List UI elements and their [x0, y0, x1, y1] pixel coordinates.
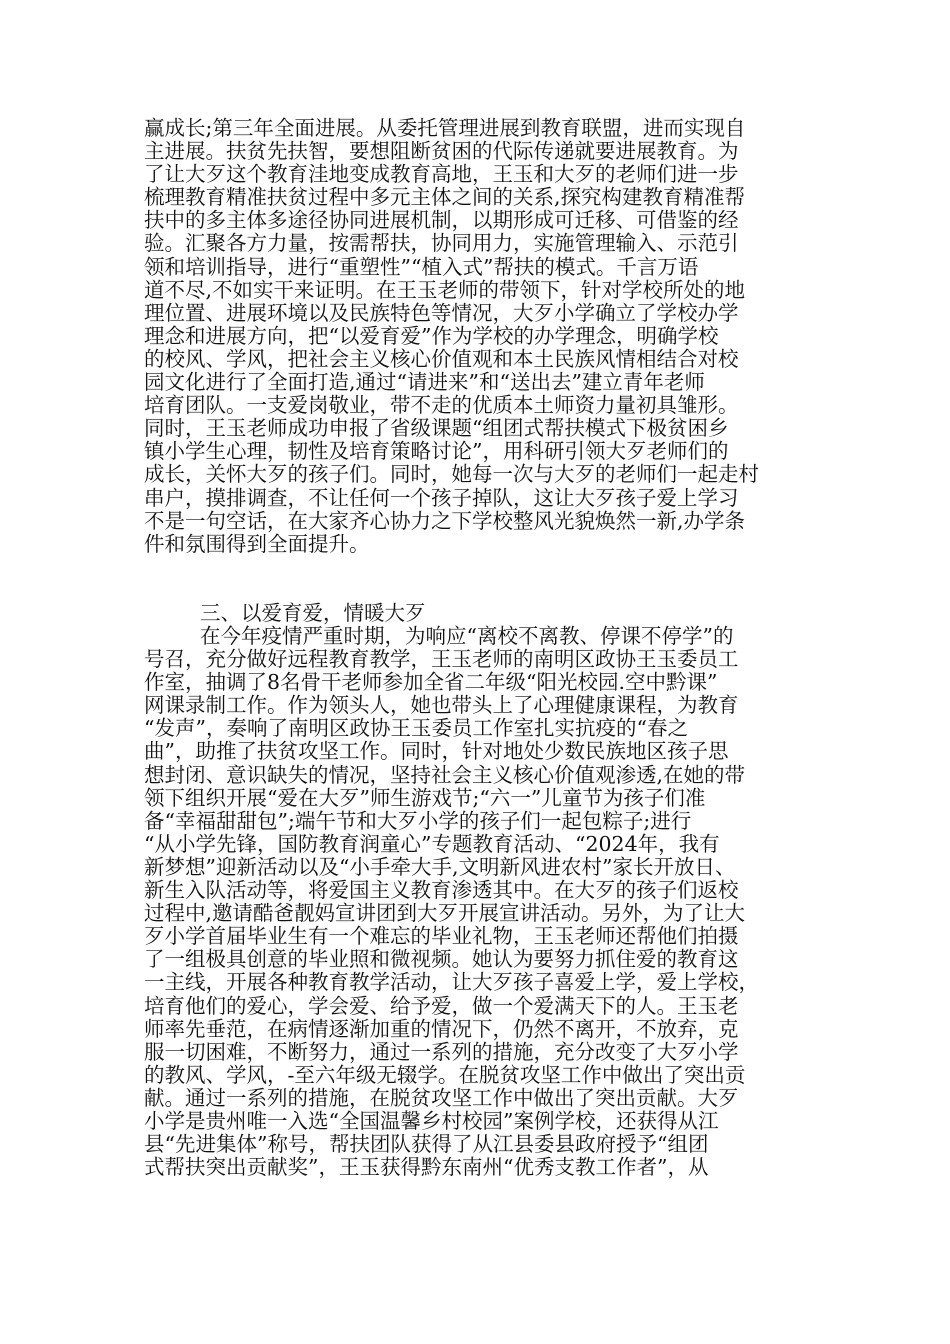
paragraph-line: 县“先进集体”称号，帮扶团队获得了从江县委县政府授予“组团	[144, 1132, 709, 1157]
paragraph-line: “发声”，奏响了南明区政协王玉委员工作室扎实抗疫的“春之	[144, 716, 688, 741]
paragraph-line: 备“幸福甜甜包”;端午节和大歹小学的孩子们一起包粽子;进行	[144, 808, 692, 833]
paragraph-line: 网课录制工作。作为领头人，她也带头上了心理健康课程，为教育	[144, 693, 739, 718]
paragraph-line: 件和氛围得到全面提升。	[144, 531, 370, 556]
paragraph-line: 梳理教育精准扶贫过程中多元主体之间的关系,探究构建教育精准帮	[144, 185, 746, 210]
paragraph-line: 理位置、进展环境以及民族特色等情况，大歹小学确立了学校办学	[144, 300, 739, 325]
paragraph-first-line: 在今年疫情严重时期，为响应“离校不离教、停课不停学”的	[200, 624, 734, 648]
paragraph-line: 镇小学生心理，韧性及培育策略讨论”，用科研引领大歹老师们的	[144, 439, 729, 464]
paragraph-line: 串户，摸排调查，不让任何一个孩子掉队，这让大歹孩子爱上学习	[144, 485, 739, 510]
section-heading-block	[144, 602, 810, 625]
paragraph-line: 歹小学首届毕业生有一个难忘的毕业礼物，王玉老师还帮他们拍摄	[144, 924, 739, 949]
paragraph-line: 了一组极具创意的毕业照和微视频。她认为要努力抓住爱的教育这	[144, 947, 739, 972]
paragraph-line: 作室，抽调了8名骨干老师参加全省二年级“阳光校园.空中黔课”	[144, 670, 718, 695]
paragraph-line: 扶中的多主体多途径协同进展机制，以期形成可迁移、可借鉴的经	[144, 208, 739, 233]
paragraph-line: 新梦想”迎新活动以及“小手牵大手,文明新风进农村”家长开放日、	[144, 854, 736, 879]
paragraph-line: 主进展。扶贫先扶智，要想阻断贫困的代际传递就要进展教育。为	[144, 139, 739, 164]
paragraph-line: 不是一句空话，在大家齐心协力之下学校整风光貌焕然一新,办学条	[144, 508, 746, 533]
paragraph-line: 赢成长;第三年全面进展。从委托管理进展到教育联盟，进而实现自	[144, 116, 746, 140]
paragraph-line: 服一切困难，不断努力，通过一系列的措施，充分改变了大歹小学	[144, 1039, 739, 1064]
paragraph-line: 验。汇聚各方力量，按需帮扶，协同用力，实施管理输入、示范引	[144, 231, 739, 256]
paragraph-line: 道不尽,不如实干来证明。在王玉老师的带领下，针对学校所处的地	[144, 277, 746, 302]
paragraph-line: 同时，王玉老师成功申报了省级课题“组团式帮扶模式下极贫困乡	[144, 416, 729, 441]
paragraph-section-3	[144, 625, 810, 1179]
paragraph-line: 师率先垂范，在病情逐渐加重的情况下，仍然不离开，不放弃，克	[144, 1016, 739, 1041]
paragraph-line: 的教风、学风，-至六年级无辍学。在脱贫攻坚工作中做出了突出贡	[144, 1062, 746, 1087]
paragraph-line: 献。通过一系列的措施，在脱贫攻坚工作中做出了突出贡献。大歹	[144, 1085, 739, 1110]
paragraph-line: 培育他们的爱心，学会爱、给予爱，做一个爱满天下的人。王玉老	[144, 993, 739, 1018]
paragraph-line: 新生入队活动等，将爱国主义教育渗透其中。在大歹的孩子们返校	[144, 878, 739, 903]
paragraph-line: 一主线，开展各种教育教学活动，让大歹孩子喜爱上学，爱上学校，	[144, 970, 759, 995]
paragraph-line: 了让大歹这个教育洼地变成教育高地，王玉和大歹的老师们进一步	[144, 162, 739, 187]
paragraph-line: 理念和进展方向，把“以爱育爱”作为学校的办学理念，明确学校	[144, 323, 719, 348]
paragraph-line: 园文化进行了全面打造,通过“请进来”和“送出去”建立青年老师	[144, 370, 705, 395]
paragraph-line: 想封闭、意识缺失的情况，坚持社会主义核心价值观渗透,在她的带	[144, 762, 746, 787]
paragraph-line: 领下组织开展“爱在大歹”师生游戏节;“六一”儿童节为孩子们准	[144, 785, 706, 810]
paragraph-continued	[144, 117, 810, 556]
paragraph-line: 号召，充分做好远程教育教学，王玉老师的南明区政协王玉委员工	[144, 647, 739, 672]
paragraph-line: 成长，关怀大歹的孩子们。同时，她每一次与大歹的老师们一起走村	[144, 462, 759, 487]
paragraph-line: 小学是贵州唯一入选“全国温馨乡村校园”案例学校，还获得从江	[144, 1108, 719, 1133]
paragraph-line: “从小学先锋，国防教育润童心”专题教育活动、“2024年，我有	[144, 831, 720, 856]
paragraph-line: 曲”，助推了扶贫攻坚工作。同时，针对地处少数民族地区孩子思	[144, 739, 729, 764]
paragraph-line: 式帮扶突出贡献奖”，王玉获得黔东南州“优秀支教工作者”，从	[144, 1155, 709, 1180]
section-heading: 三、以爱育爱，情暖大歹	[200, 601, 426, 625]
paragraph-line: 过程中,邀请酷爸靓妈宣讲团到大歹开展宣讲活动。另外，为了让大	[144, 901, 746, 926]
paragraph-line: 领和培训指导，进行“重塑性”“植入式”帮扶的模式。千言万语	[144, 254, 699, 279]
paragraph-line: 的校风、学风，把社会主义核心价值观和本土民族风情相结合对校	[144, 346, 739, 371]
paragraph-line: 培育团队。一支爱岗敬业，带不走的优质本土师资力量初具雏形。	[144, 393, 739, 418]
